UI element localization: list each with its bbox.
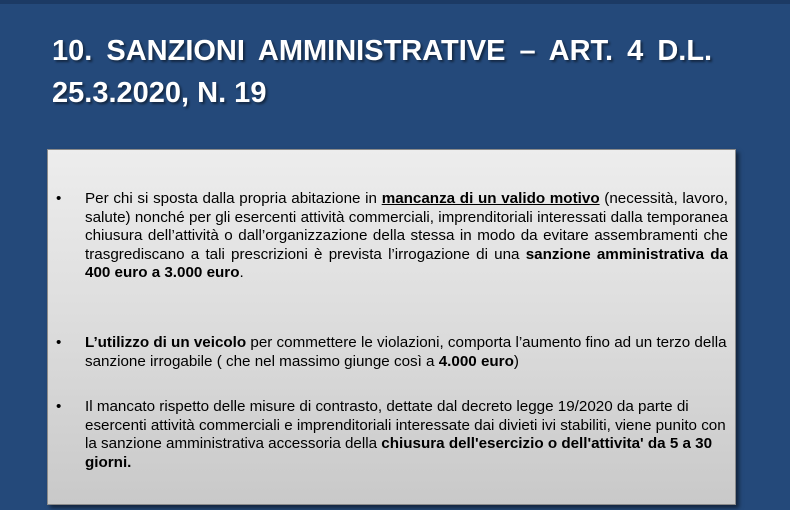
slide-top-edge (0, 0, 790, 4)
bullet-item-2 (56, 334, 728, 371)
bullet-marker: • (56, 398, 62, 415)
bullet-text (85, 334, 728, 371)
bullet-emphasis-bold: sanzione amministrativa da 400 euro a 3.000 euro (85, 245, 728, 282)
bullet-emphasis-bold: L’utilizzo di un veicolo (85, 334, 247, 351)
slide-title-line-2: 25.3.2020, N. 19 (52, 77, 267, 109)
bullet-item-3 (56, 398, 728, 472)
bullet-text-segment: Il mancato rispetto delle misure di contrasto, dettate dal decreto legge 19/2020 da parte di esercenti attività commerciali e imprenditoriali interessate dai divieti ivi stabiliti, viene punito con la sanzione amministrativa accessoria della (85, 398, 726, 453)
content-box (47, 149, 736, 505)
bullet-emphasis-underlined: mancanza di un valido motivo (381, 190, 600, 207)
slide-title (52, 30, 752, 114)
bullet-text-segment: ) (513, 352, 519, 370)
bullet-marker: • (56, 334, 62, 351)
bullet-emphasis-bold: 4.000 euro (438, 352, 514, 370)
bullet-marker: • (56, 190, 62, 207)
bullet-text (85, 398, 728, 472)
bullet-text-segment: . (239, 264, 244, 282)
slide-title-line-1: 10. SANZIONI AMMINISTRATIVE – ART. 4 D.L. (52, 35, 713, 67)
bullet-emphasis-bold: chiusura dell'esercizio o dell'attivita' da 5 a 30 giorni. (85, 435, 713, 471)
bullet-text-segment: per commettere le violazioni, comporta l’aumento fino ad un terzo della sanzione irrogabile ( che nel massimo giunge così a (85, 334, 727, 370)
bullet-text (85, 190, 728, 283)
bullet-text-segment: (necessità, lavoro, salute) nonché per gli esercenti attività commerciali, imprenditoriali interessati dalla temporanea chiusura dell’attività o dall’organizzazione della stessa in modo da evitare assembramenti che trasgrediscano a tali prescrizioni è prevista l’irrogazione di una (85, 190, 728, 263)
bullet-item-1 (56, 190, 728, 283)
bullet-text-segment: Per chi si sposta dalla propria abitazione in (85, 190, 382, 207)
